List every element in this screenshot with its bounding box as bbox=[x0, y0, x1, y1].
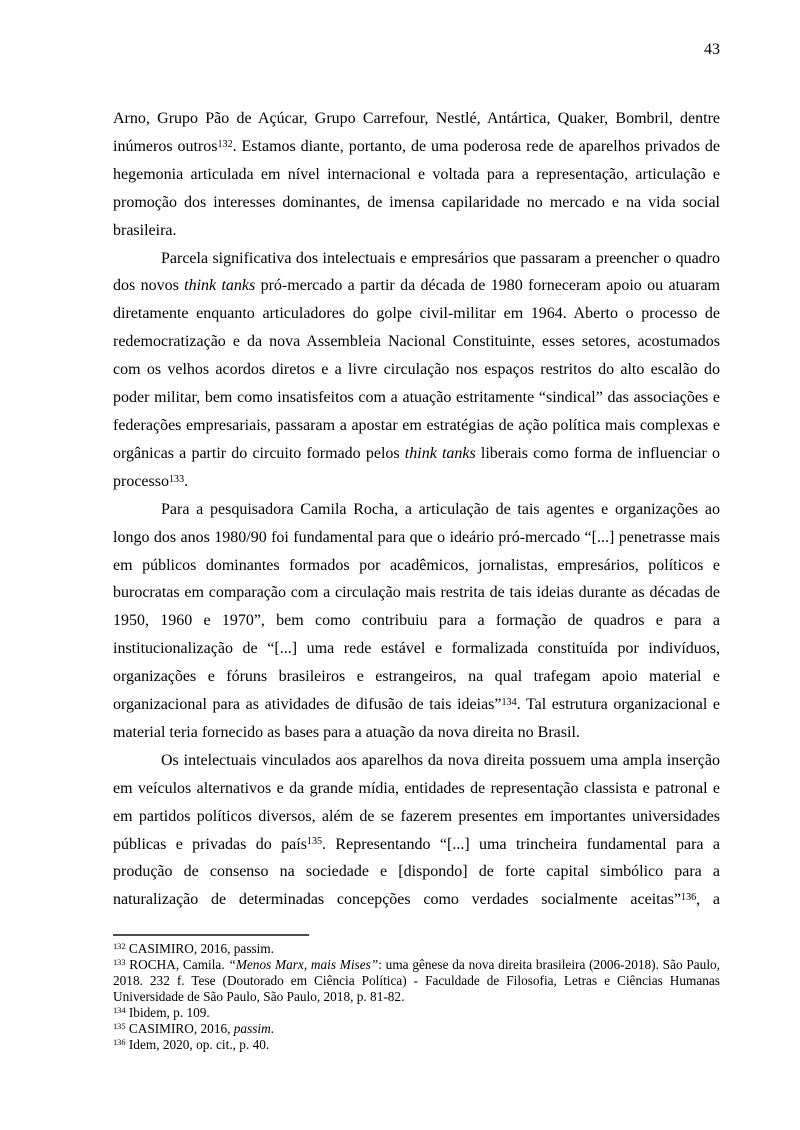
footnote-134 bbox=[113, 1005, 720, 1021]
italic-text-run: “Menos Marx, mais Mises” bbox=[228, 957, 379, 972]
text-run: pró-mercado a partir da década de 1980 forneceram apoio ou atuaram diretamente enquanto articuladores do golpe civil-militar em 1964. Aberto o processo de redemocratização e da nova Assembleia Nacional Constituinte, esses setores, acostumados com os velhos acordos diretos e a livre circulação nos espaços restritos do alto escalão do poder militar, bem como insatisfeitos com a atuação estritamente “sindical” das associações e federações empresariais, passaram a apostar em estratégias de ação política mais complexas e orgânicas a partir do circuito formado pelos bbox=[113, 277, 721, 462]
text-run: liberais como forma de influenciar o processo bbox=[113, 444, 720, 490]
footnote-ref: 133 bbox=[113, 958, 126, 968]
text-run: . bbox=[270, 1021, 275, 1036]
page-number: 43 bbox=[704, 41, 720, 58]
footnote-ref: 136 bbox=[681, 892, 697, 904]
italic-text-run: passim bbox=[233, 1021, 271, 1036]
text-run: Arno, Grupo Pão de Açúcar, Grupo Carrefour, Nestlé, Antártica, Quaker, Bombril, dentre inúmeros outros bbox=[113, 110, 720, 155]
text-run: Parcela significativa dos intelectuais e empresários que passaram a preencher o quadro dos novos bbox=[113, 249, 720, 295]
text-run: Idem, 2020, op. cit., p. 40. bbox=[125, 1037, 270, 1052]
text-run: . Estamos diante, portanto, de uma poderosa rede de aparelhos privados de hegemonia articulada em nível internacional e voltada para a representação, articulação e promoção dos interesses dominantes, de imensa capilaridade no mercado e na vida social brasileira. bbox=[113, 137, 721, 239]
paragraph-3 bbox=[113, 496, 720, 747]
footnote-ref: 134 bbox=[501, 696, 517, 708]
italic-text-run: think tanks bbox=[184, 277, 256, 295]
footnote-ref: 132 bbox=[113, 942, 126, 952]
text-run: . Representando “[...] uma trincheira fundamental para a produção de consenso na sociedade e [dispondo] de forte capital simbólico para a naturalização de determinadas concepções como verdades socialmente aceitas” bbox=[113, 835, 720, 909]
body-text bbox=[113, 105, 720, 914]
footnote-135 bbox=[113, 1021, 720, 1037]
footnote-ref: 135 bbox=[113, 1022, 126, 1032]
italic-text-run: think tanks bbox=[404, 444, 476, 462]
footnote-136 bbox=[113, 1037, 720, 1053]
text-run: : uma gênese da nova direita brasileira (2006-2018). São Paulo, 2018. 232 f. Tese (Doutorado em Ciência Política) - Faculdade de Filosofia, Letras e Ciências Humanas Universidade de São Paulo, São Paulo, 2018, p. 81-82. bbox=[113, 957, 720, 1004]
footnote-separator bbox=[113, 934, 309, 936]
paragraph-1 bbox=[113, 105, 720, 245]
text-run: CASIMIRO, 2016, passim. bbox=[125, 941, 275, 956]
footnote-132 bbox=[113, 941, 720, 957]
text-run: Ibidem, p. 109. bbox=[125, 1005, 210, 1020]
footnote-ref: 132 bbox=[217, 138, 233, 150]
text-run: ROCHA, Camila. bbox=[125, 957, 229, 972]
footnote-ref: 136 bbox=[113, 1038, 126, 1048]
text-run: Para a pesquisadora Camila Rocha, a articulação de tais agentes e organizações ao longo dos anos 1980/90 foi fundamental para que o ideário pró-mercado “[...] penetrasse mais em públicos dominantes formados por acadêmicos, jornalistas, empresários, políticos e burocratas em comparação com a circulação mais restrita de tais ideias durante as décadas de 1950, 1960 e 1970”, bem como contribuiu para a formação de quadros e para a institucionalização de “[...] uma rede estável e formalizada constituída por indivíduos, organizações e fóruns brasileiros e estrangeiros, na qual trafegam apoio material e organizacional para as atividades de difusão de tais ideias” bbox=[113, 500, 720, 714]
text-run: CASIMIRO, 2016, bbox=[125, 1021, 234, 1036]
footnote-ref: 133 bbox=[168, 473, 185, 485]
footnote-ref: 135 bbox=[306, 836, 323, 848]
footnote-133 bbox=[113, 957, 720, 1005]
text-run: Os intelectuais vinculados aos aparelhos da nova direita possuem uma ampla inserção em veículos alternativos e da grande mídia, entidades de representação classista e patronal e em partidos políticos diversos, além de se fazerem presentes em importantes universidades públicas e privadas do país bbox=[113, 751, 720, 853]
footnotes-section bbox=[113, 934, 720, 1053]
text-run: . Tal estrutura organizacional e material teria fornecido as bases para a atuação da nova direita no Brasil. bbox=[113, 696, 720, 741]
paragraph-2 bbox=[113, 245, 720, 496]
footnote-ref: 134 bbox=[113, 1006, 126, 1016]
text-run: , a bbox=[696, 891, 720, 909]
text-run: . bbox=[184, 472, 189, 490]
paragraph-4 bbox=[113, 747, 720, 914]
